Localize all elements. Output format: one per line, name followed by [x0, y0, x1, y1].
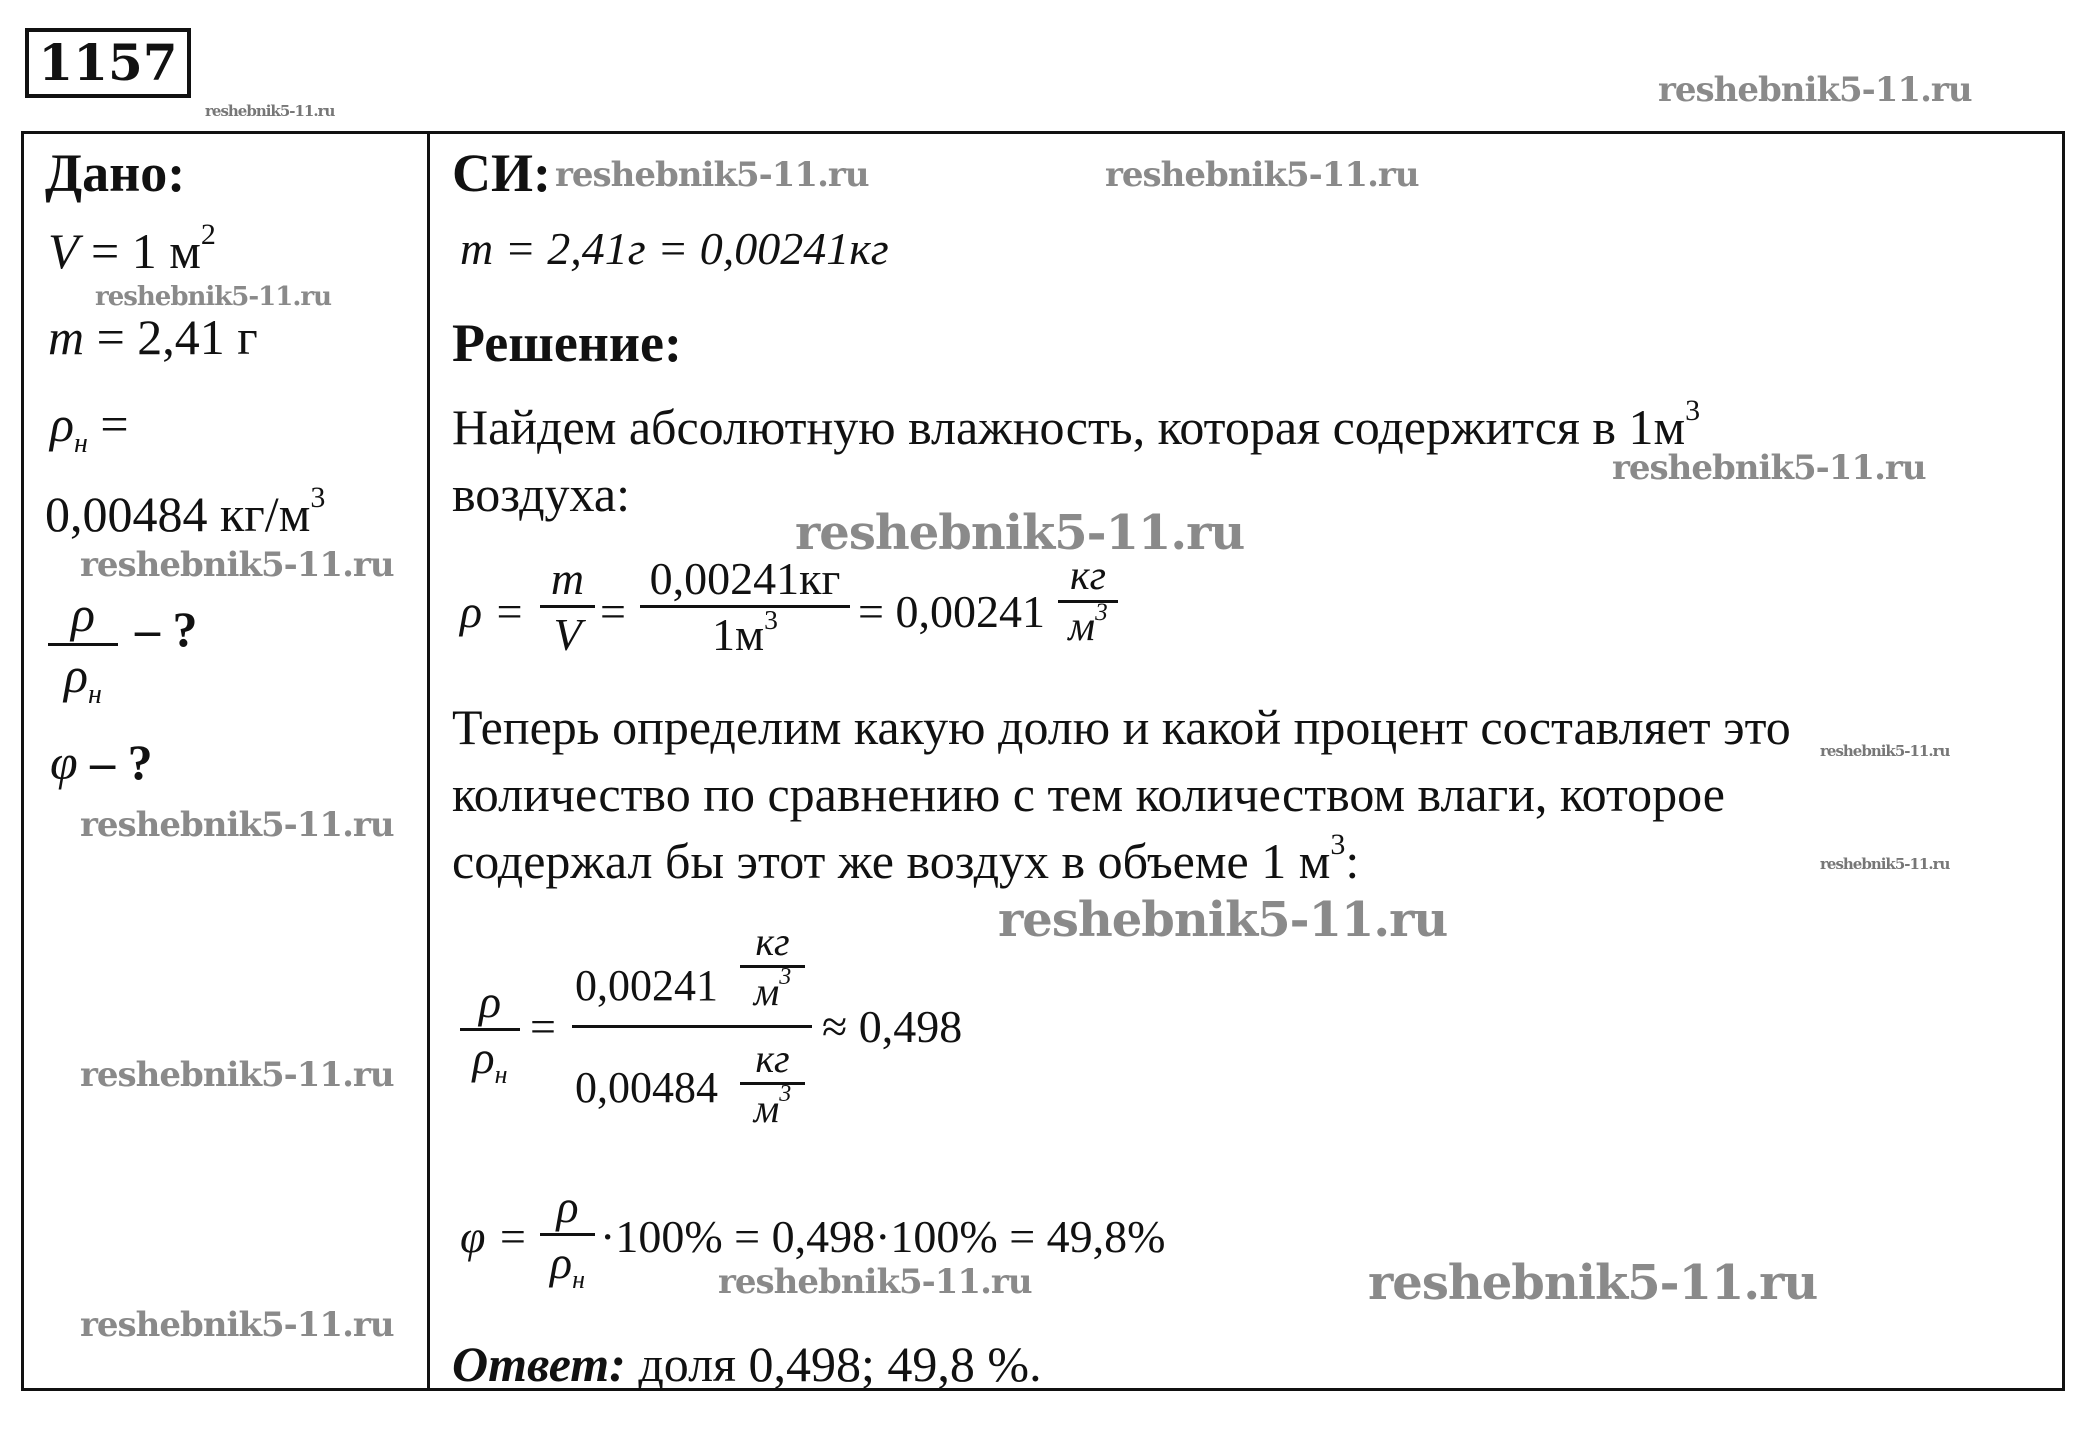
volume-symbol: V — [48, 223, 79, 279]
unknown-ratio-mark: – ? — [135, 601, 198, 657]
formula-2-bottom-unit: кг $м^3$ — [740, 1035, 805, 1132]
watermark: reshebnik5-11.ru — [998, 892, 1448, 948]
answer-label: Ответ: — [452, 1336, 626, 1392]
watermark: reshebnik5-11.ru — [1105, 155, 1419, 195]
watermark: reshebnik5-11.ru — [95, 282, 332, 312]
watermark: reshebnik5-11.ru — [555, 155, 869, 195]
column-divider — [427, 131, 430, 1391]
paragraph-2-line-3: содержал бы этот же воздух в объеме 1 $м^3$: — [452, 828, 1360, 889]
paragraph-2-line-1: Теперь определим какую долю и какой процент составляет это — [452, 699, 1791, 755]
volume-value: = 1 м — [91, 223, 201, 279]
formula-2-main-bar — [572, 1025, 812, 1028]
watermark: reshebnik5-11.ru — [80, 805, 394, 845]
formula-1-lhs: ρ = — [460, 586, 525, 637]
formula-3-lhs: φ = — [460, 1211, 528, 1262]
formula-2-result: ≈ 0,498 — [822, 1001, 963, 1052]
formula-2-bottom-value: 0,00484 — [575, 1063, 718, 1112]
unknown-phi: φ – ? — [50, 734, 153, 790]
formula-1-eq: = — [600, 586, 626, 637]
given-volume — [48, 218, 216, 280]
watermark: reshebnik5-11.ru — [80, 545, 394, 585]
formula-1-result: = 0,00241 — [858, 586, 1045, 637]
solution-table — [21, 131, 2065, 1391]
solution-title: Решение: — [452, 313, 682, 373]
unknown-ratio: ρ $\rho_н$ — [48, 585, 118, 711]
rho-subscript: н — [74, 428, 88, 459]
problem-number: 1157 — [25, 28, 191, 98]
formula-3-rest: ·100% = 0,498·100% = 49,8% — [600, 1211, 1166, 1262]
formula-2-top-unit: кг $м^3$ — [740, 918, 805, 1015]
watermark: reshebnik5-11.ru — [80, 1305, 394, 1345]
watermark: reshebnik5-11.ru — [718, 1262, 1032, 1302]
watermark: reshebnik5-11.ru — [795, 505, 1245, 561]
answer-text: доля 0,498; 49,8 %. — [638, 1336, 1042, 1392]
watermark: reshebnik5-11.ru — [1612, 448, 1926, 488]
watermark: reshebnik5-11.ru — [1658, 70, 1972, 110]
formula-1-fraction: 0,00241кг $1м^3$ — [640, 552, 850, 661]
watermark: reshebnik5-11.ru — [1820, 855, 1950, 873]
given-mass — [48, 308, 258, 366]
watermark: reshebnik5-11.ru — [1820, 742, 1950, 760]
watermark: reshebnik5-11.ru — [80, 1055, 394, 1095]
rho-symbol: ρ — [50, 396, 74, 452]
watermark: reshebnik5-11.ru — [205, 102, 335, 120]
mass-value: = 2,41 г — [96, 309, 258, 365]
given-saturated-density — [50, 395, 129, 460]
paragraph-2-line-2: количество по сравнению с тем количеством влаги, которое — [452, 766, 1725, 822]
formula-2-eq: = — [530, 1001, 556, 1052]
paragraph-1-line-2: воздуха: — [452, 466, 630, 522]
si-title: СИ: — [452, 143, 551, 203]
paragraph-1-line-1: Найдем абсолютную влажность, которая содержится в $1м^3$ — [452, 394, 1701, 455]
formula-3-ratio: ρ $\rho_н$ — [540, 1180, 595, 1295]
volume-exponent: 2 — [200, 218, 216, 251]
formula-1-unit: кг $м^3$ — [1058, 552, 1118, 651]
formula-2-top-value: 0,00241 — [575, 961, 718, 1010]
answer — [452, 1335, 1042, 1393]
mass-symbol: m — [48, 309, 85, 365]
formula-1-mass-over-volume: m V — [540, 552, 595, 661]
rho-equals: = — [100, 396, 129, 452]
mass-conversion: m = 2,41г = 0,00241кг — [460, 223, 889, 274]
given-saturated-density-value: 0,00484 $кг/м^3$ — [45, 481, 326, 542]
watermark: reshebnik5-11.ru — [1368, 1255, 1818, 1311]
formula-2-ratio: ρ $\rho_н$ — [460, 975, 520, 1090]
given-title: Дано: — [45, 143, 186, 203]
